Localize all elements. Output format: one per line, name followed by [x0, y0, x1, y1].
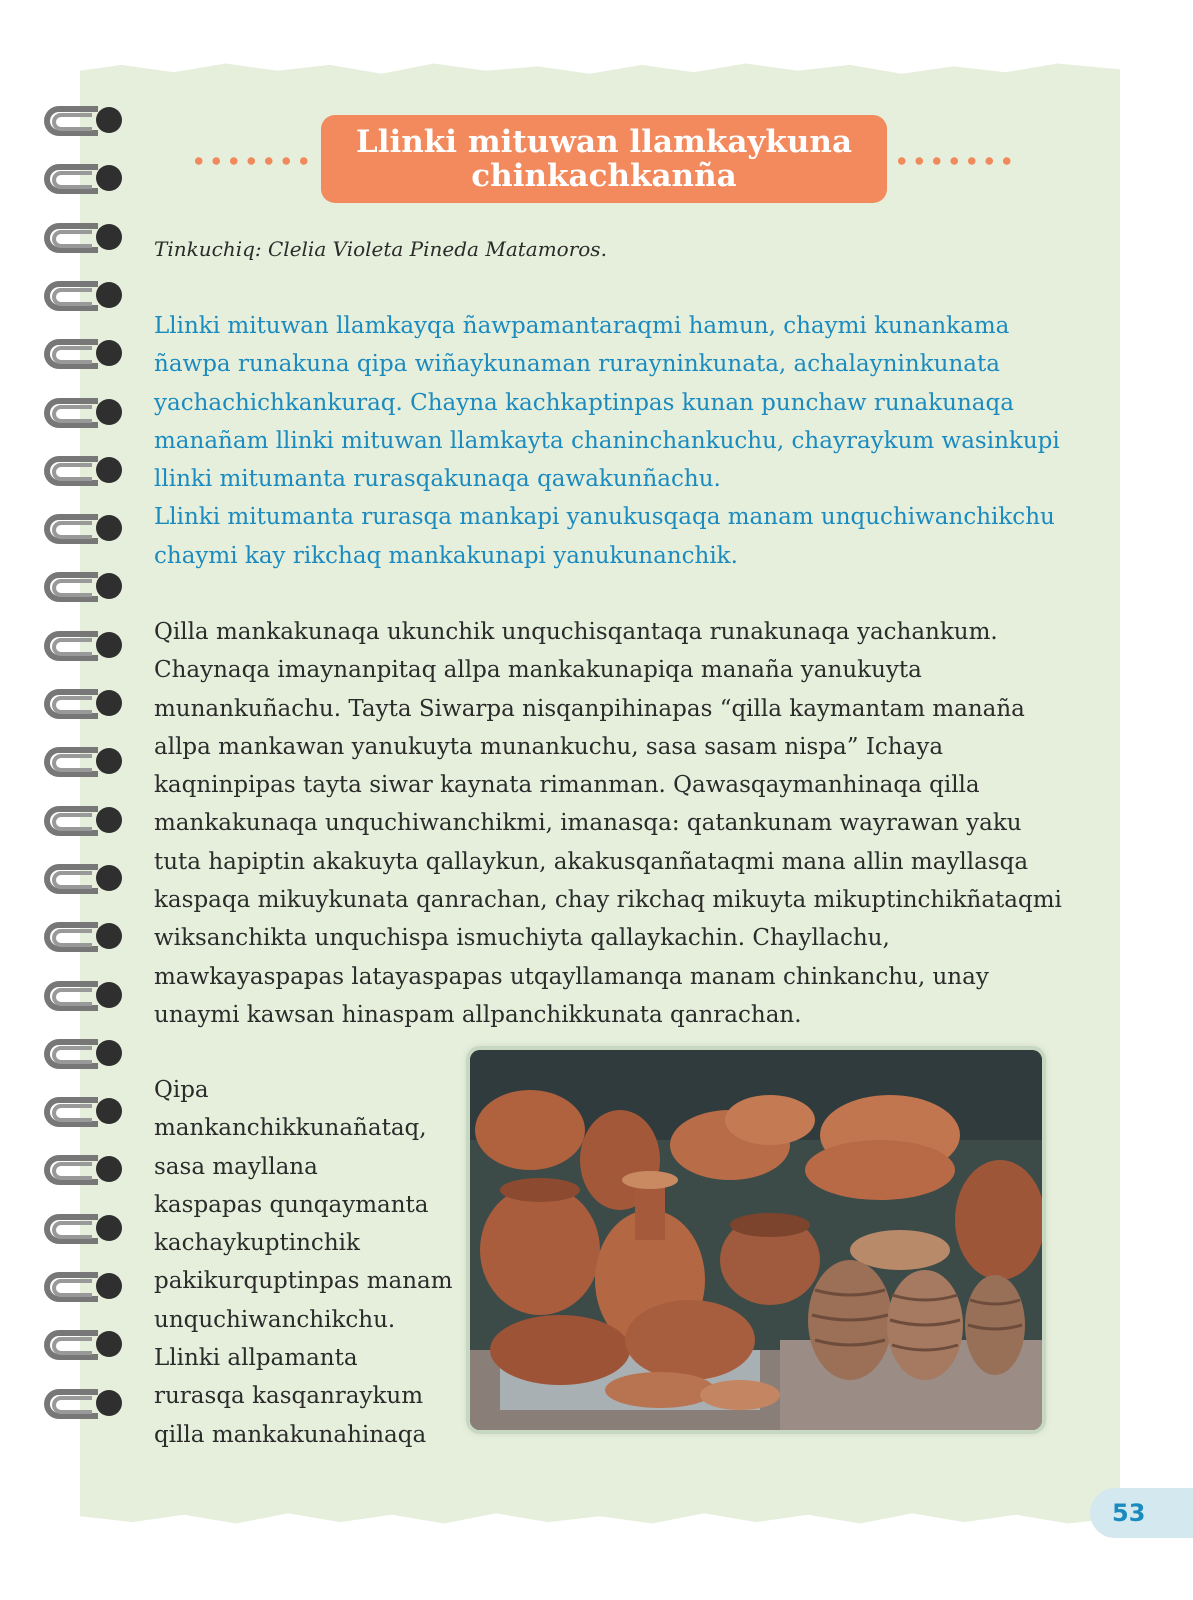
decorative-dots-left	[190, 157, 312, 165]
clay-pots-photo	[470, 1050, 1042, 1430]
intro-paragraphs	[154, 307, 1074, 575]
title-line-2: chinkachkanña	[471, 158, 737, 194]
spiral-ring	[44, 162, 124, 198]
spiral-ring	[44, 570, 124, 606]
spiral-ring	[44, 920, 124, 956]
side-line: kaspapas qunqaymanta	[154, 1191, 429, 1218]
spiral-ring	[44, 1095, 124, 1131]
side-text	[154, 1071, 464, 1454]
author-credit: Tinkuchiq: Clelia Violeta Pineda Matamoros.	[154, 237, 607, 261]
spiral-ring	[44, 512, 124, 548]
spiral-ring	[44, 1270, 124, 1306]
spiral-ring	[44, 279, 124, 315]
spiral-ring	[44, 979, 124, 1015]
body-text	[154, 613, 1074, 1034]
side-line: qilla mankakunahinaqa	[154, 1421, 427, 1448]
decorative-dots-right	[893, 157, 1015, 165]
side-line: Llinki allpamanta	[154, 1345, 358, 1372]
title-banner	[190, 115, 1030, 205]
spiral-binding	[44, 104, 134, 1444]
spiral-ring	[44, 862, 124, 898]
spiral-ring	[44, 1153, 124, 1189]
spiral-ring	[44, 804, 124, 840]
side-line: kachaykuptinchik	[154, 1230, 360, 1257]
side-line: sasa mayllana	[154, 1153, 318, 1180]
spiral-ring	[44, 1037, 124, 1073]
spiral-ring	[44, 1387, 124, 1423]
spiral-ring	[44, 454, 124, 490]
spiral-ring	[44, 629, 124, 665]
spiral-ring	[44, 687, 124, 723]
spiral-ring	[44, 104, 124, 140]
spiral-ring	[44, 1212, 124, 1248]
spiral-ring	[44, 337, 124, 373]
side-line: rurasqa kasqanraykum	[154, 1383, 424, 1410]
page-number: 53	[1090, 1488, 1193, 1538]
spiral-ring	[44, 221, 124, 257]
spiral-ring	[44, 745, 124, 781]
body-paragraph: Qilla mankakunaqa ukunchik unquchisqantaqa runakunaqa yachankum. Chaynaqa imaynanpitaq allpa mankakunapiqa manaña yanukuyta munankuñachu. Tayta Siwarpa nisqanpihinapas “qilla kaymantam manaña allpa mankawan yanukuyta munankuchu, sasa sasam nispa” Ichaya kaqninpipas tayta siwar kaynata rimanman. Qawasqaymanhinaqa qilla mankakunaqa unquchiwanchikmi, imanasqa: qatankunam wayrawan yaku tuta hapiptin akakuyta qallaykun, akakusqanñataqmi mana allin mayllasqa kaspaqa mikuykunata qanrachan, chay rikchaq mikuyta mikuptinchikñataqmi wiksanchikta unquchispa ismuchiyta qallaykachin. Chayllachu, mawkayaspapas latayaspapas utqayllamanqa manam chinkanchu, unay unaymi kawsan hinaspam allpanchikkunata qanrachan.	[154, 619, 1062, 1028]
side-line: mankanchikkunañataq,	[154, 1115, 427, 1142]
title-line-1: Llinki mituwan llamkaykuna	[355, 124, 853, 160]
side-line: unquchiwanchikchu.	[154, 1306, 396, 1333]
spiral-ring	[44, 1328, 124, 1364]
intro-paragraph-1: Llinki mituwan llamkayqa ñawpamantaraqmi hamun, chaymi kunankama ñawpa runakuna qipa wiñaykunaman rurayninkunata, achalayninkunata yachachichkankuraq. Chayna kachkaptinpas kunan punchaw runakunaqa manañam llinki mituwan llamkayta chaninchankuchu, chayraykum wasinkupi llinki mitumanta rurasqakunaqa qawakunñachu.	[154, 313, 1060, 493]
spiral-ring	[44, 396, 124, 432]
intro-paragraph-2: Llinki mitumanta rurasqa mankapi yanukusqaqa manam unquchiwanchikchu chaymi kay rikchaq mankakunapi yanukunanchik.	[154, 504, 1055, 569]
side-line: pakikurquptinpas manam	[154, 1268, 453, 1295]
page-title	[321, 115, 887, 203]
side-line: Qipa	[154, 1077, 209, 1103]
